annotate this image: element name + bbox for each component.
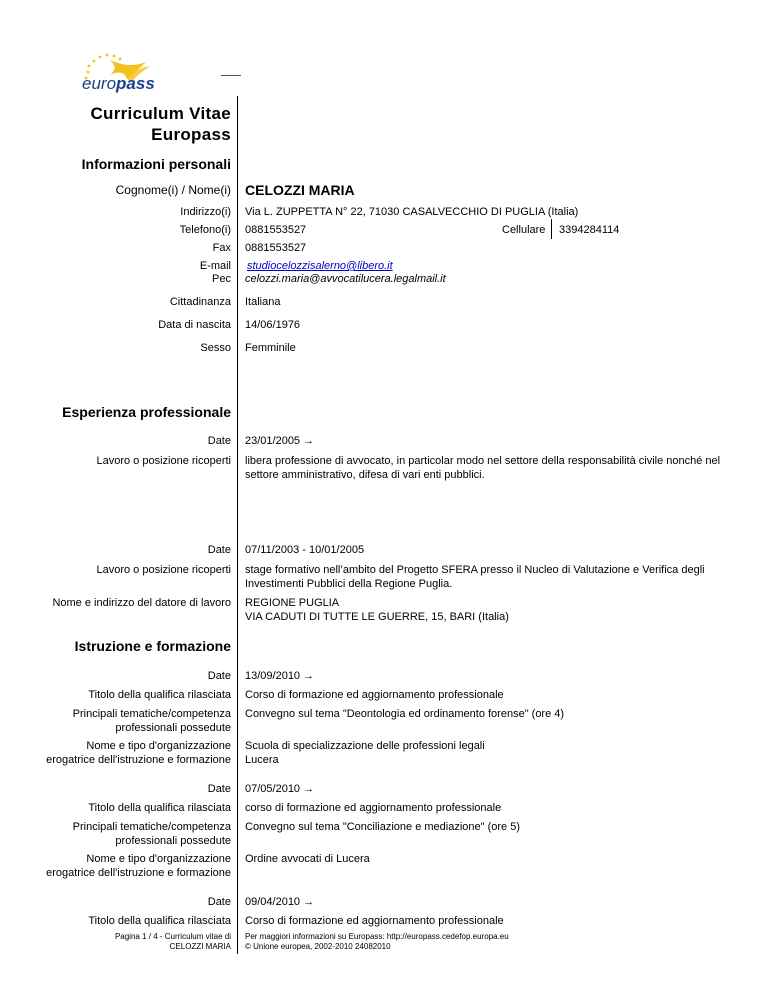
edu2-date-label: Date: [207, 783, 231, 795]
exp2-role: [245, 563, 705, 591]
edu1-skills-label-line1: Principali tematiche/competenza: [72, 708, 231, 720]
edu3-qual-label: Titolo della qualifica rilasciata: [88, 915, 231, 927]
edu1-org-line2: Lucera: [245, 754, 279, 766]
edu2-date: 07/05/2010 →: [245, 783, 315, 795]
email-link[interactable]: studiocelozzisalerno@libero.it: [247, 260, 393, 272]
edu1-org-label: [46, 739, 231, 767]
email-label: E-mail: [199, 260, 231, 272]
pec-value: celozzi.maria@avvocatilucera.legalmail.it: [245, 273, 446, 285]
exp2-employer-label: Nome e indirizzo del datore di lavoro: [52, 597, 231, 609]
exp2-role-line1: stage formativo nell’ambito del Progetto SFERA presso il Nucleo di Valutazione e Verifica degli: [245, 564, 705, 576]
birth-value: 14/06/1976: [245, 319, 301, 331]
section-education: Istruzione e formazione: [74, 638, 231, 654]
phone-value: 0881553527: [245, 224, 307, 236]
edu1-qual-label: Titolo della qualifica rilasciata: [88, 689, 231, 701]
footer-page-line2: CELOZZI MARIA: [169, 942, 231, 951]
mobile-value: 3394284114: [559, 224, 620, 236]
edu1-date: 13/09/2010 →: [245, 670, 315, 682]
edu2-org-label-line2: erogatrice dell'istruzione e formazione: [46, 867, 231, 879]
citizenship-value: Italiana: [245, 296, 281, 308]
exp2-role-line2: Investimenti Pubblici della Regione Puglia.: [245, 578, 453, 590]
section-personal-info: Informazioni personali: [81, 156, 231, 172]
sex-value: Femminile: [245, 342, 296, 354]
exp2-employer-line1: REGIONE PUGLIA: [245, 597, 340, 609]
pec-label: Pec: [212, 273, 231, 285]
fax-label: Fax: [212, 242, 231, 254]
edu1-skills: Convegno sul tema "Deontologia ed ordinamento forense" (ore 4): [245, 708, 565, 720]
sex-label: Sesso: [200, 342, 231, 354]
edu1-skills-label-line2: professionali possedute: [115, 722, 231, 734]
logo-text-pass: pass: [116, 74, 155, 93]
exp1-role: [245, 454, 720, 482]
footer-info-line1: Per maggiori informazioni su Europass: http://europass.cedefop.europa.eu: [245, 932, 509, 941]
exp2-employer-line2: VIA CADUTI DI TUTTE LE GUERRE, 15, BARI (Italia): [245, 611, 509, 623]
exp2-date: 07/11/2003 - 10/01/2005: [245, 544, 365, 556]
footer-page-info: [115, 932, 231, 952]
cv-title-line2: Europass: [151, 125, 231, 144]
phone-label: Telefono(i): [179, 224, 231, 236]
exp1-date: 23/01/2005 →: [245, 435, 315, 447]
logo-text-euro: euro: [82, 74, 117, 93]
address-label: Indirizzo(i): [180, 206, 231, 218]
edu2-org-label-line1: Nome e tipo d'organizzazione: [86, 853, 231, 865]
edu2-org: Ordine avvocati di Lucera: [245, 853, 370, 865]
edu1-skills-label: [73, 707, 231, 735]
exp2-employer: [245, 596, 509, 624]
fax-value: 0881553527: [245, 242, 307, 254]
edu1-org-line1: Scuola di specializzazione delle professioni legali: [245, 740, 485, 752]
edu2-qual-label: Titolo della qualifica rilasciata: [88, 802, 231, 814]
exp1-role-label: Lavoro o posizione ricoperti: [96, 455, 231, 467]
europass-logo: [80, 44, 180, 96]
cv-title: [90, 103, 231, 145]
section-experience: Esperienza professionale: [62, 404, 231, 420]
edu2-skills-label-line1: Principali tematiche/competenza: [72, 821, 231, 833]
edu3-qual: Corso di formazione ed aggiornamento professionale: [245, 915, 504, 927]
logo-rule: [221, 75, 241, 76]
edu2-qual: corso di formazione ed aggiornamento professionale: [245, 802, 502, 814]
edu2-org-label: [46, 852, 231, 880]
full-name: CELOZZI MARIA: [245, 182, 355, 198]
edu1-qual: Corso di formazione ed aggiornamento professionale: [245, 689, 504, 701]
column-divider: [237, 96, 238, 954]
mobile-label: Cellulare: [502, 224, 546, 236]
footer-page-line1: Pagina 1 / 4 - Curriculum vitae di: [114, 932, 231, 941]
exp1-role-line1: libera professione di avvocato, in particolar modo nel settore della responsabilità civile nonché nel: [245, 455, 721, 467]
exp2-role-label: Lavoro o posizione ricoperti: [96, 564, 231, 576]
edu1-date-label: Date: [207, 670, 231, 682]
footer-info-line2: © Unione europea, 2002-2010 24082010: [245, 942, 391, 951]
edu1-org-label-line2: erogatrice dell'istruzione e formazione: [46, 754, 231, 766]
edu2-skills: Convegno sul tema "Conciliazione e mediazione" (ore 5): [245, 821, 521, 833]
edu2-skills-label: [73, 820, 231, 848]
mobile-divider: [551, 219, 552, 239]
cv-title-line1: Curriculum Vitae: [90, 104, 231, 123]
edu2-skills-label-line2: professionali possedute: [115, 835, 231, 847]
edu3-date: 09/04/2010 →: [245, 896, 315, 908]
exp2-date-label: Date: [207, 544, 231, 556]
citizenship-label: Cittadinanza: [169, 296, 231, 308]
birth-label: Data di nascita: [158, 319, 231, 331]
edu1-org: [245, 739, 485, 767]
edu3-date-label: Date: [207, 896, 231, 908]
edu1-org-label-line1: Nome e tipo d'organizzazione: [86, 740, 231, 752]
exp1-role-line2: settore amministrativo, difesa di vari enti pubblici.: [245, 469, 485, 481]
name-label: Cognome(i) / Nome(i): [115, 183, 231, 197]
exp1-date-label: Date: [207, 435, 231, 447]
footer-europass-info: [245, 932, 509, 952]
address-value: Via L. ZUPPETTA N° 22, 71030 CASALVECCHIO DI PUGLIA (Italia): [245, 206, 579, 218]
